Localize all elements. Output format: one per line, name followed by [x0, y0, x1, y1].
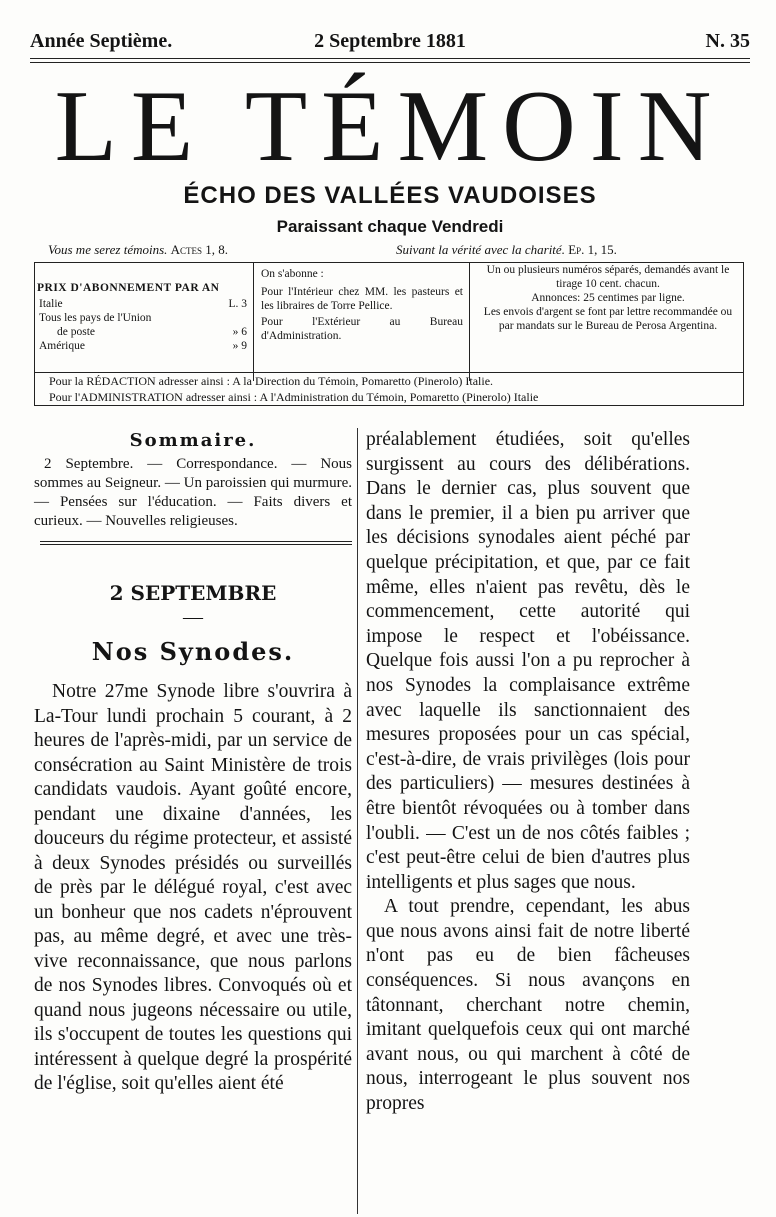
article-title: Nos Synodes.	[91, 637, 295, 666]
subscribe-exterior: Pour l'Extérieur au Bureau d'Administration.	[261, 316, 463, 342]
numbers-line1: Un ou plusieurs numéros séparés, demandés avant le tirage 10 cent. chacun.	[486, 264, 730, 290]
article-paragraph: A tout prendre, cependant, les abus que nous avons ainsi fait de notre liberté n'ont pas eu de bien fâcheuses conséquences. Si nous avançons en tâtonnant, cherchant notre chemin, imitant quelquefois ceux qui ont marché avant nous, ou qui marchent à côté de nous, interrogeant le plus souvent nos propres	[366, 896, 690, 1115]
price-label: Italie	[39, 298, 63, 310]
price-label: Tous les pays de l'Union	[39, 312, 152, 324]
price-column	[35, 263, 254, 381]
motto-left	[48, 242, 228, 258]
issue-number: N. 35	[705, 30, 750, 52]
motto-left-ref: Actes 1, 8.	[170, 242, 229, 257]
price-label: Amérique	[39, 340, 85, 352]
price-heading: PRIX D'ABONNEMENT PAR AN	[37, 282, 220, 294]
article-paragraph-continued: préalablement étudiées, soit qu'elles surgissent au cours des délibérations. Dans le dernier cas, plus souvent que dans le premier, il a bien pu arriver que les décisions synodales aient péché par quelque précipitation, et que, par ce fait même, elles n'aient pas revêtu, dès le commencement, cette autorité qui impose le respect et l'obéissance. Quelque fois aussi l'on a pu reprocher à nos Synodes la complaisance extrême avec laquelle ils sanctionnaient des mesures proposées pour un cas spécial, c'est-à-dire, de vrais privilèges (lois pour des particuliers) — mesures destinées à être bientôt révoquées ou à tomber dans l'oubli. — C'est un de nos côtés faibles ; c'est peut-être celui de bien d'autres plus intelligents et plus sages que nous.	[366, 429, 690, 893]
address-administration: Pour l'ADMINISTRATION adresser ainsi : A l'Administration du Témoin, Pomaretto (Pinerolo) Italie	[49, 390, 539, 404]
left-column	[34, 428, 352, 1097]
numbers-line3: Les envois d'argent se font par lettre recommandée ou par mandats sur le Bureau de Perosa Argentina.	[483, 306, 733, 332]
issue-line	[30, 30, 750, 56]
price-row	[35, 311, 253, 325]
price-row	[35, 325, 253, 339]
subscribe-interior: Pour l'Intérieur chez MM. les pasteurs et les libraires de Torre Pellice.	[261, 286, 463, 312]
motto-right-ref: Ep. 1, 15.	[568, 242, 617, 257]
address-box	[34, 372, 744, 406]
price-value: » 9	[232, 340, 247, 352]
subscribe-heading: On s'abonne :	[261, 268, 324, 280]
article-paragraph: Notre 27me Synode libre s'ouvrira à La-Tour lundi prochain 5 courant, à 2 heures de l'après-midi, par un service de consécration au Saint Ministère de trois candidats vaudois. Ayant goûté encore, pendant une dixaine d'années, les douceurs du régime protecteur, et assisté à deux Synodes présidés ou surveillés de près par le délégué royal, c'est avec un bonheur que nos cadets n'éprouvent pas, au même degré, et avec une très-vive reconnaissance, que nous parlons de nos Synodes libres. Convoqués où et quand nous jugeons nécessaire ou utile, ils s'occupent de toutes les questions qui intéressent à quelque degré la prospérité de l'église, soit qu'elles aient été	[34, 681, 352, 1094]
issue-year: Année Septième.	[30, 30, 173, 52]
price-label: de poste	[57, 326, 96, 338]
price-value: » 6	[232, 326, 247, 338]
masthead-subtitle: ÉCHO DES VALLÉES VAUDOISES	[183, 182, 597, 209]
top-rule-thin	[30, 62, 750, 63]
motto-left-text: Vous me serez témoins.	[48, 242, 168, 257]
sommaire-heading: Sommaire.	[129, 430, 257, 451]
sommaire-text: 2 Septembre. — Correspondance. — Nous sommes au Seigneur. — Un paroissien qui murmure. — Pensées sur l'éducation. — Faits divers et curieux. — Nouvelles religieuses.	[34, 456, 352, 529]
right-column	[366, 428, 690, 1117]
masthead-title: LE TÉMOIN	[54, 70, 726, 183]
motto-right-text: Suivant la vérité avec la charité.	[396, 242, 565, 257]
issue-date: 2 Septembre 1881	[314, 30, 466, 52]
price-row	[35, 297, 253, 311]
motto-right	[396, 242, 617, 258]
masthead-tagline: Paraissant chaque Vendredi	[276, 217, 504, 236]
numbers-column	[473, 263, 743, 381]
column-divider	[357, 428, 358, 1214]
numbers-line2: Annonces: 25 centimes par ligne.	[531, 292, 685, 304]
article-date-heading: 2 SEPTEMBRE	[109, 581, 277, 605]
heading-dash: —	[183, 606, 203, 628]
subscribe-column	[255, 263, 470, 381]
section-rule	[40, 541, 352, 545]
address-redaction: Pour la RÉDACTION adresser ainsi : A la Direction du Témoin, Pomaretto (Pinerolo) Italie.	[49, 374, 494, 388]
top-rule	[30, 58, 750, 59]
subscription-box	[34, 262, 744, 381]
price-row	[35, 339, 253, 353]
price-value: L. 3	[228, 298, 247, 310]
